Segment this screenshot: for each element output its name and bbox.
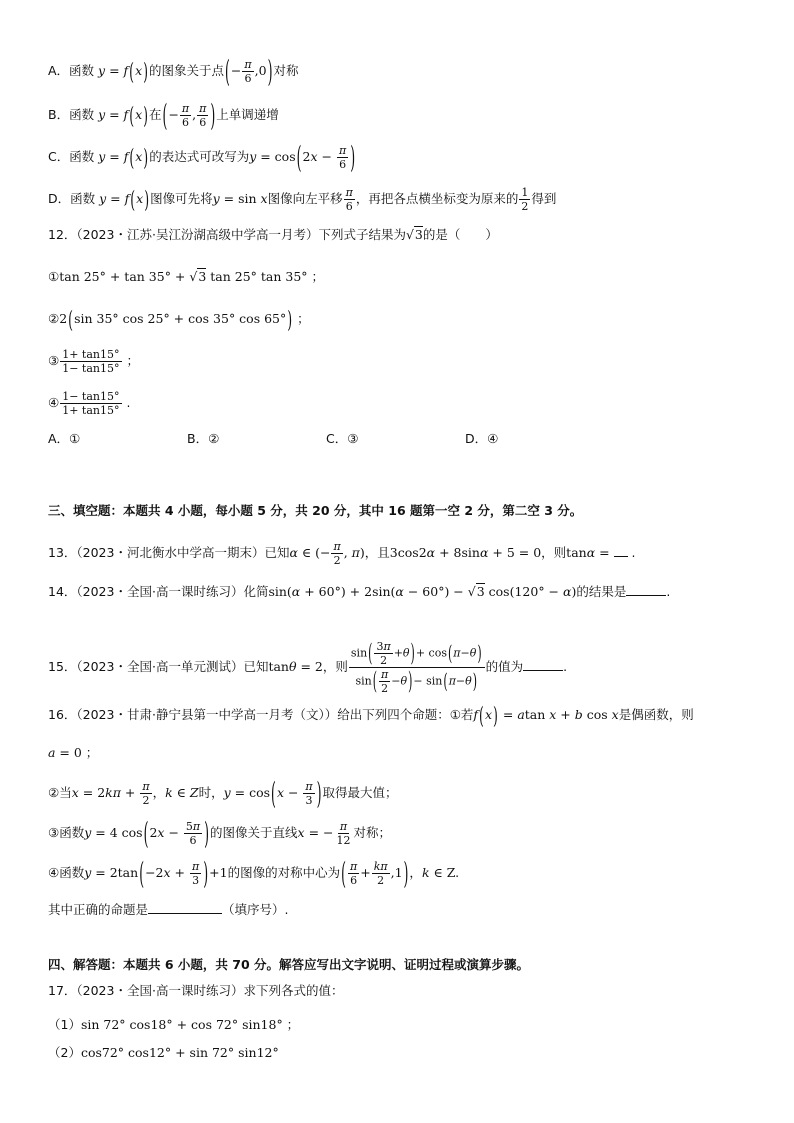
- question-17: 17．（2023・全国·高一课时练习）求下列各式的值：: [48, 983, 344, 998]
- q12-item-1: ①tan 25° + tan 35° + √3 tan 25° tan 35° ；: [48, 269, 325, 284]
- question-14: 14．（2023・全国·高一课时练习）化简sin(α + 60°) + 2sin(α − 60°) − √3 cos(120° − α)的结果是 .: [48, 584, 671, 599]
- q16-line-5: 其中正确的命题是 （填序号）.: [48, 902, 289, 917]
- question-13: 13．（2023・河北衡水中学高一期末）已知α ∈ (− $\frac{\pi}{2}$ , π)，且3cos2α + 8sinα + 5 = 0，则tanα = .: [48, 540, 636, 567]
- q12-item-2: ②2(sin 35° cos 25° + cos 35° cos 65°) ；: [48, 304, 310, 333]
- q16-line-1b: a = 0 ；: [48, 745, 99, 760]
- q16-line-4: ④函数y = 2tan(−2x + $\frac{\pi}{3}$ )+1的图像的对称中心为( $\frac{\pi}{6}$ + $\frac{k\pi}{2}$ ,1)，k ∈ Z.: [48, 854, 460, 891]
- q12-options: A．① B．② C．③ D．④: [48, 431, 499, 446]
- q16-line-2: ②当x = 2kπ + $\frac{\pi}{2}$ ，k ∈ Z时，y = cos(x − $\frac{\pi}{3}$ )取得最大值；: [48, 774, 398, 811]
- question-16: 16．（2023・甘肃·静宁县第一中学高一月考（文））给出下列四个命题：①若f(x) = atan x + b cos x是偶函数，则: [48, 700, 694, 729]
- q17-part-1: （1）sin 72° cos18° + cos 72° sin18° ；: [48, 1017, 300, 1032]
- option-d: D．函数 y = f(x)图像可先将y = sin x图像向左平移 $\frac{\pi}{6}$ ，再把各点横坐标变为原来的 $\frac{1}{2}$ 得到: [48, 184, 557, 213]
- section-4-title: 四、解答题：本题共 6 小题，共 70 分。解答应写出文字说明、证明过程或演算步骤。: [48, 957, 530, 972]
- q17-part-2: （2）cos72° cos12° + sin 72° sin12°: [48, 1045, 279, 1060]
- question-15: 15．（2023・全国·高一单元测试）已知tanθ = 2，则 sin( $\frac{3\pi}{2}$ +θ)+ cos(π−θ) sin( $\frac{\pi}{2}$ −θ)− sin(π−θ) 的值为 .: [48, 639, 568, 696]
- q12-item-3: ③ $\frac{1+ \tan 15^\circ}{1- \tan 15^\circ}$ ；: [48, 348, 139, 375]
- option-b: B．函数 y = f(x)在(− $\frac{\pi}{6}$ , $\frac{\pi}{6}$ )上单调递增: [48, 96, 279, 133]
- section-3-title: 三、填空题：本题共 4 小题，每小题 5 分，共 20 分，其中 16 题第一空 2 分，第二空 3 分。: [48, 503, 583, 518]
- option-a: A．函数 y = f(x)的图象关于点(− $\frac{\pi}{6}$ ,0)对称: [48, 52, 299, 89]
- q12-item-4: ④ $\frac{1- \tan 15^\circ}{1+ \tan 15^\circ}$ .: [48, 390, 131, 417]
- question-12: 12．（2023・江苏·吴江汾湖高级中学高一月考）下列式子结果为√3的是（ ）: [48, 227, 498, 242]
- q16-line-3: ③函数y = 4 cos(2x − $\frac{5\pi}{6}$ )的图像关于直线x = − $\frac{\pi}{12}$ 对称；: [48, 814, 392, 851]
- option-c: C．函数 y = f(x)的表达式可改写为y = cos(2x − $\frac{\pi}{6}$ ): [48, 138, 356, 175]
